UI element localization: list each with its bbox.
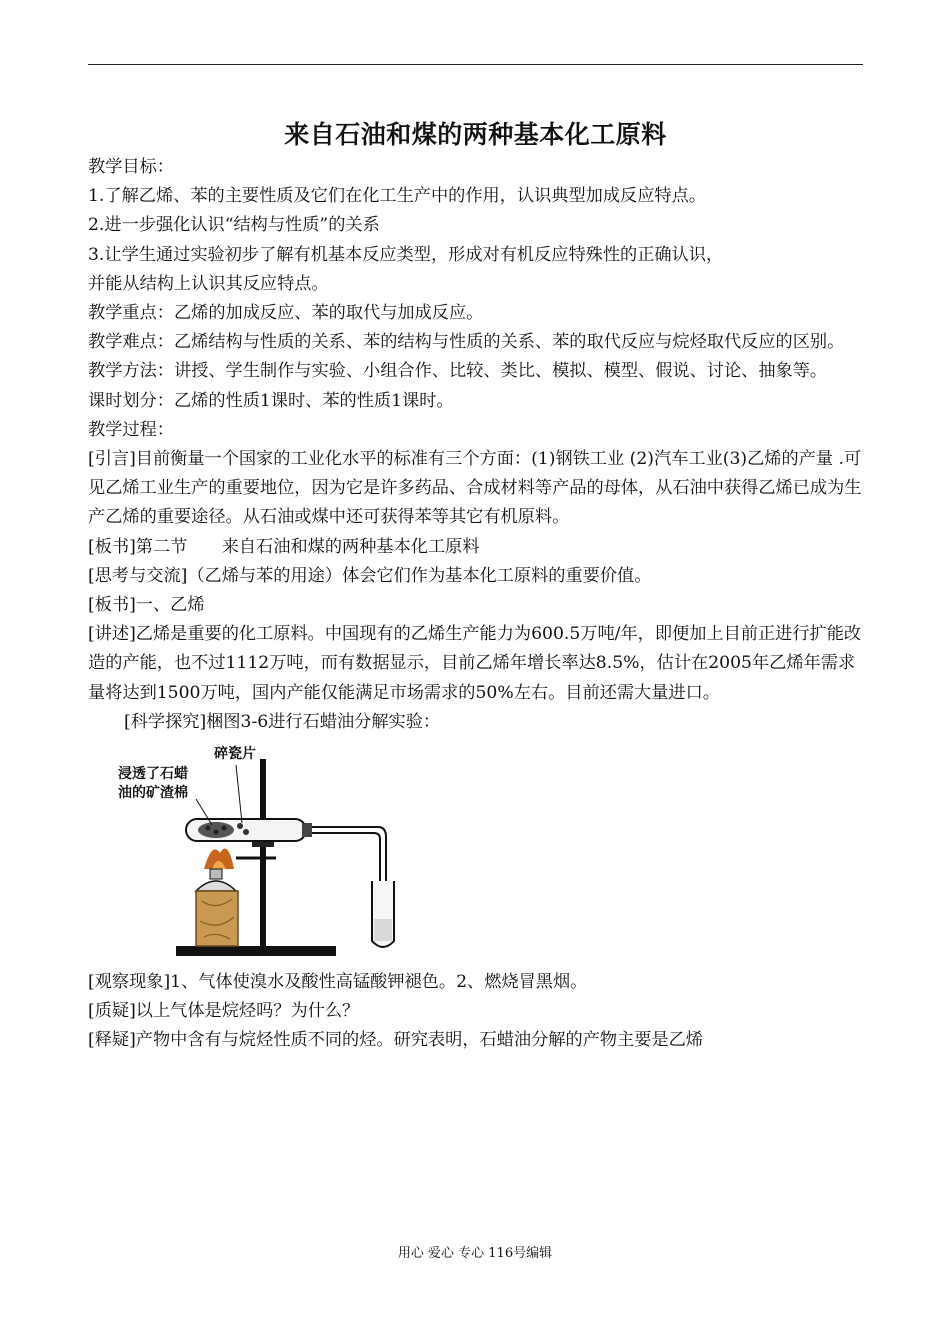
page-title: 来自石油和煤的两种基本化工原料: [284, 120, 667, 149]
porcelain-chips: [237, 823, 243, 829]
alcohol-lamp: [196, 881, 236, 891]
label-wool-line1: 浸透了石蜡: [118, 766, 188, 783]
label-pointer: [236, 765, 242, 823]
paragraph: [板书]一、乙烯: [88, 595, 205, 616]
stand-base: [176, 946, 336, 956]
stopper: [302, 823, 312, 837]
science-inquiry: [科学探究]梱图3-6进行石蜡油分解实验：: [124, 711, 441, 732]
paragraph: 1.了解乙烯、苯的主要性质及它们在化工生产中的作用，认识典型加成反应特点。: [88, 186, 706, 207]
liquid: [374, 919, 392, 941]
paragraph: 并能从结构上认识其反应特点。: [88, 273, 329, 294]
paragraph: 2.进一步强化认识“结构与性质”的关系: [88, 215, 380, 236]
paragraph: 教学过程：: [88, 419, 174, 440]
label-wool-line2: 油的矿渣棉: [118, 785, 188, 802]
paragraph: 教学方法：讲授、学生制作与实验、小组合作、比较、类比、模拟、模型、假说、讨论、抽象等。: [88, 361, 828, 382]
header-rule: [88, 64, 863, 65]
stand-rod: [260, 759, 266, 949]
paragraph: 教学目标：: [88, 157, 174, 177]
label-porcelain: 碎瓷片: [214, 746, 256, 763]
page-footer: 用心 爱心 专心 116号编辑: [397, 1246, 553, 1261]
paragraph: [观察现象]1、气体使溴水及酸性高锰酸钾褪色。2、燃烧冒黑烟。: [88, 972, 588, 993]
paragraph: 教学难点：乙烯结构与性质的关系、苯的结构与性质的关系、苯的取代反应与烷烃取代反应的区别。: [88, 332, 845, 353]
paragraph: [板书]第二节 来自石油和煤的两种基本化工原料: [88, 536, 480, 557]
paragraph: [释疑]产物中含有与烷烃性质不同的烃。研究表明，石蜡油分解的产物主要是乙烯: [88, 1030, 703, 1051]
paragraph: [思考与交流]（乙烯与苯的用途）体会它们作为基本化工原料的重要价值。: [88, 565, 652, 586]
paragraph: [讲述]乙烯是重要的化工原料。中国现有的乙烯生产能力为600.5万吨/年，即便加上目前正进行扩能改造的产能，也不过1112万吨，而有数据显示，目前乙烯年增长率达8.5%，估计在2005年乙烯年需求量将达到1500万吨，国内产能仅能满足市场需求的50%左右。目前还需大量进口。: [88, 624, 862, 703]
experiment-figure: [116, 741, 416, 966]
paragraph: [质疑]以上气体是烷烃吗？为什么？: [88, 1001, 360, 1022]
paragraph: [引言]目前衡量一个国家的工业化水平的标准有三个方面：(1)钢铁工业 (2)汽车工业(3)乙烯的产量 .可见乙烯工业生产的重要地位，因为它是许多药品、合成材料等产品的母体，从石油中获得乙烯已成为生产乙烯的重要途径。从石油或煤中还可获得苯等其它有机原料。: [88, 449, 862, 528]
document-body: [88, 153, 863, 1056]
paragraph: 3.让学生通过实验初步了解有机基本反应类型，形成对有机反应特殊性的正确认识，: [88, 244, 724, 265]
paragraph: 教学重点：乙烯的加成反应、苯的取代与加成反应。: [88, 303, 484, 324]
paragraph: 课时划分：乙烯的性质1课时、苯的性质1课时。: [88, 390, 454, 411]
